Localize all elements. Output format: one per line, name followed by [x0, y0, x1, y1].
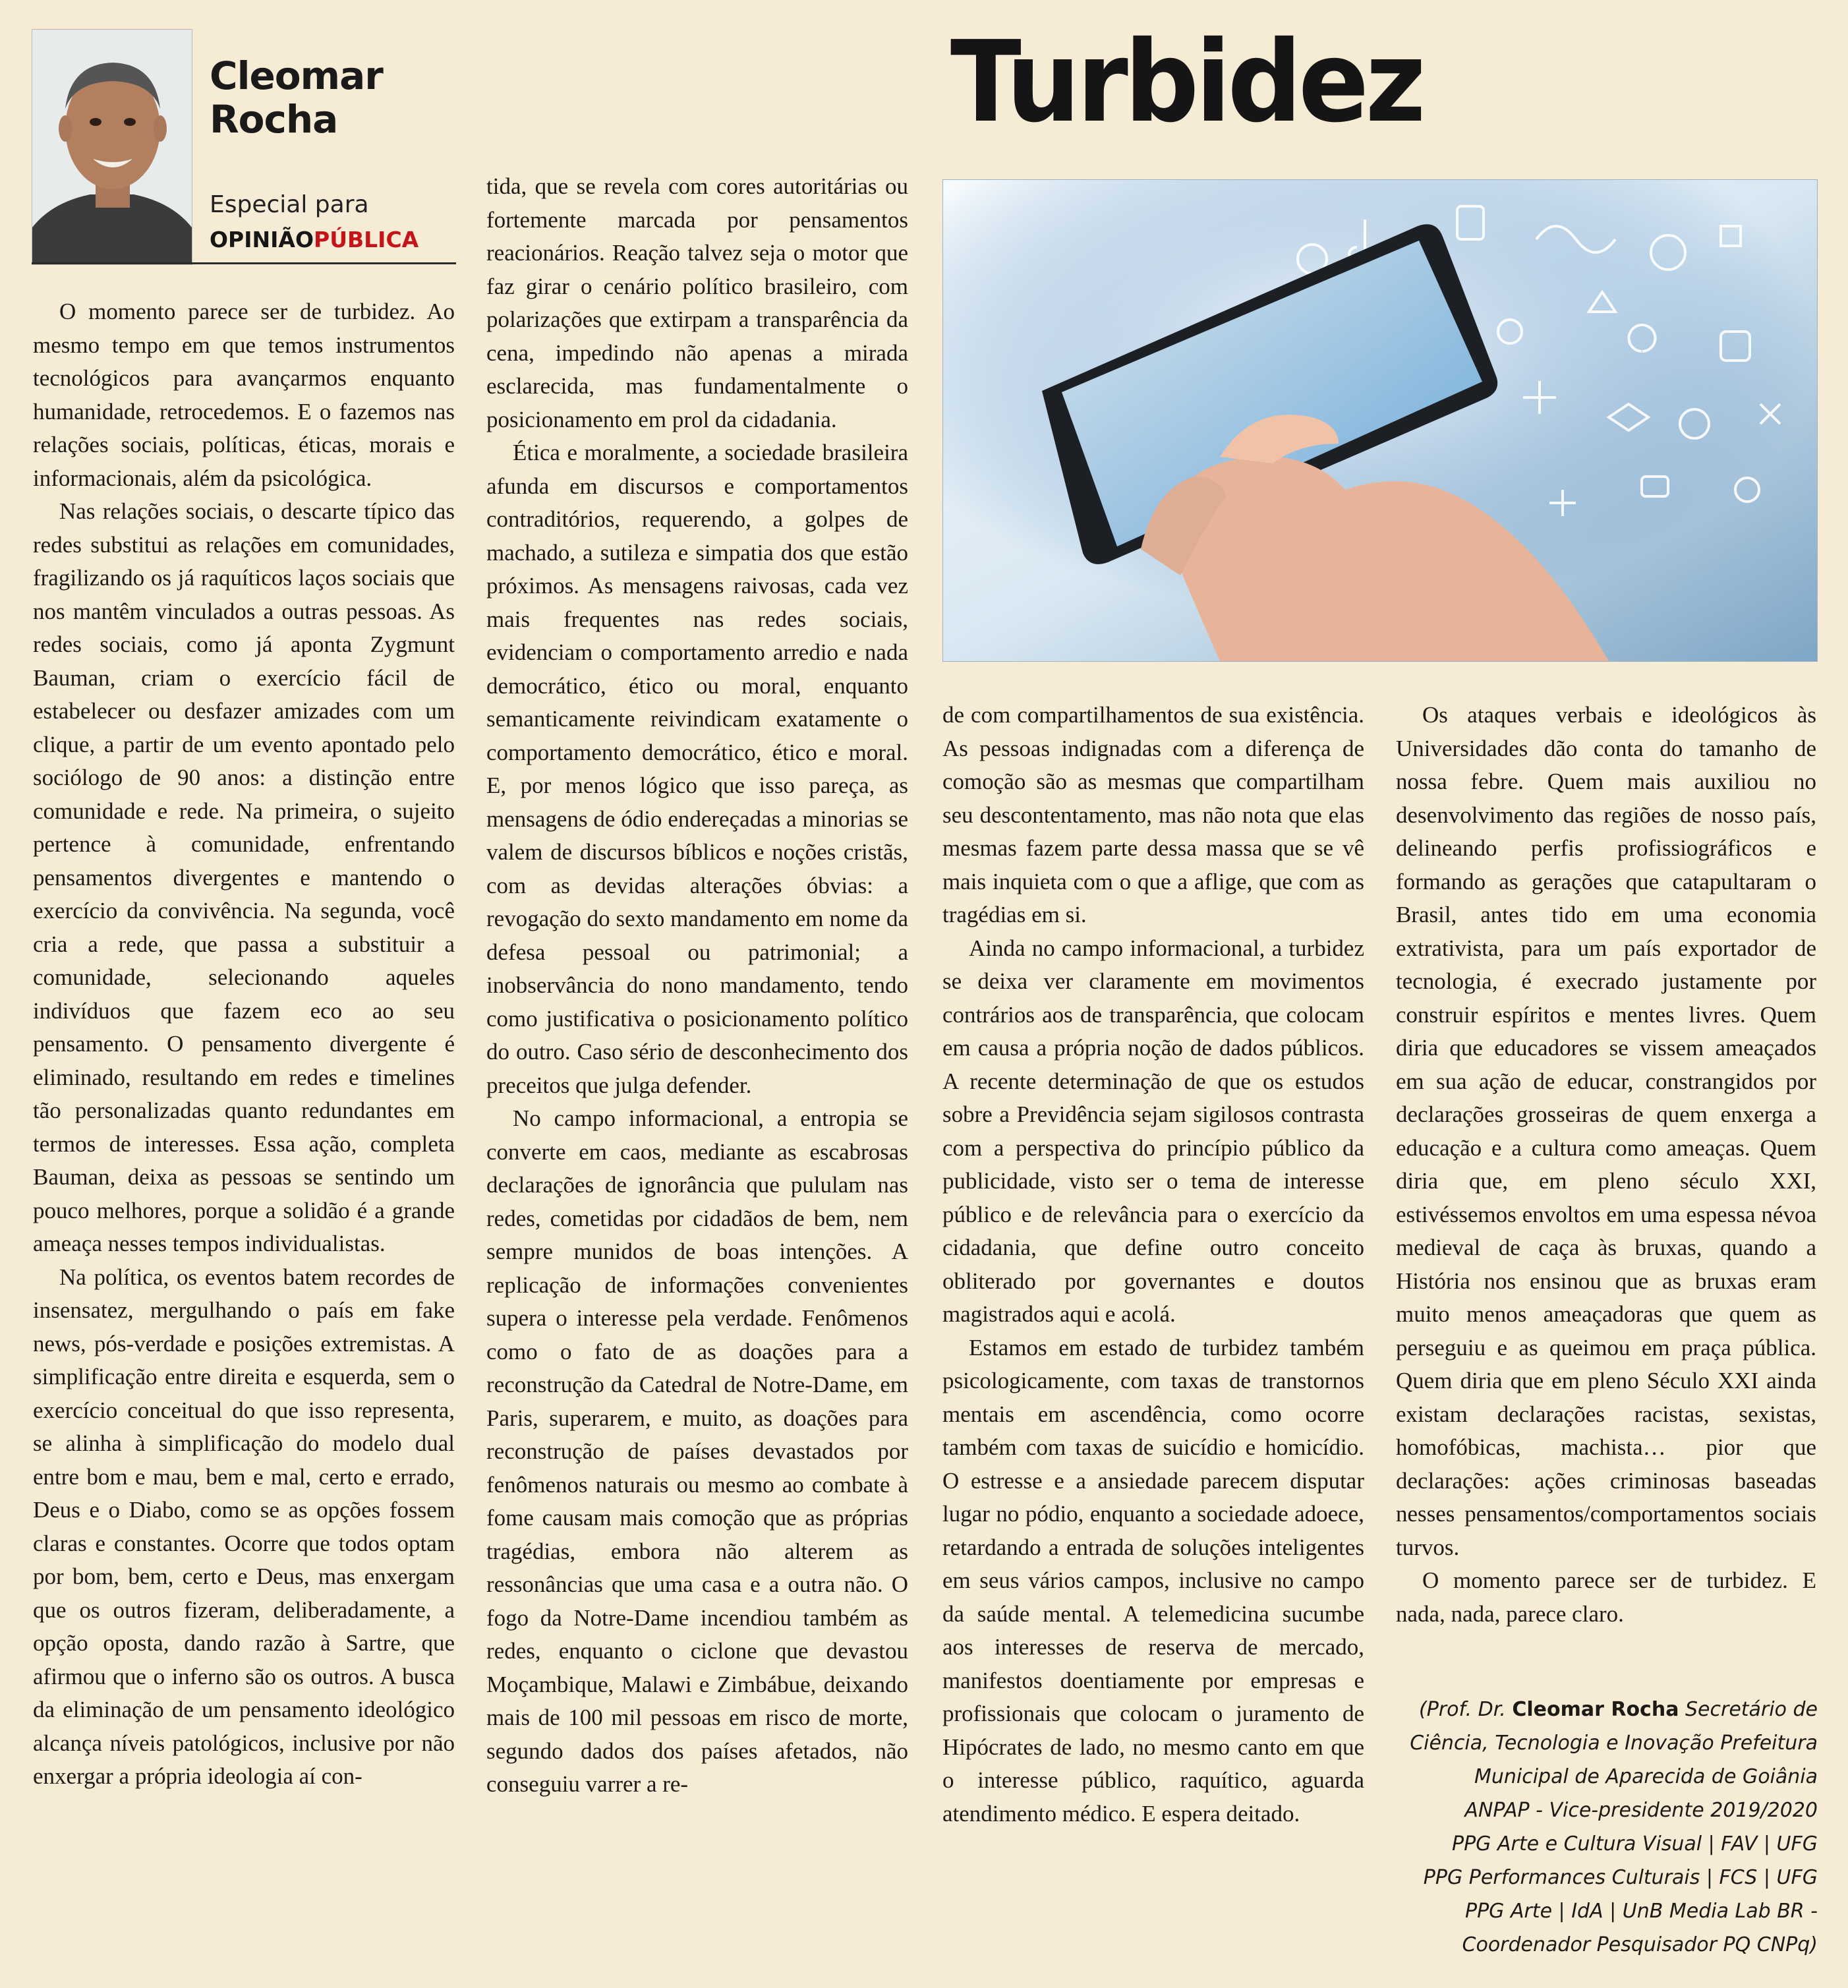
- author-first-name: Cleomar: [210, 53, 383, 98]
- article-column-1: [33, 295, 455, 1983]
- paragraph: Ética e moralmente, a sociedade brasileira afunda em discursos e comportamentos contraditórios, requerendo, a golpes de machado, a sutileza e simpatia dos que estão próximos. As mensagens raivosas, cada vez mais frequentes nas redes sociais, evidenciam o comportamento arredio e nada democrático, ético ou moral, enquanto semanticamente reivindicam exatamente o comportamento democrático, ético e moral. E, por menos lógico que isso pareça, as mensagens de ódio endereçadas a minorias se valem de discursos bíblicos e noções cristãs, com as devidas alterações óbvias: a revogação do sexto mandamento em nome da defesa pessoal ou patrimonial; a inobservância do nono mandamento, tendo como justificativa o posicionamento político do outro. Caso sério de desconhecimento dos preceitos que julga defender.: [486, 440, 908, 1098]
- article-photo: [942, 179, 1818, 662]
- smartphone-icon: [943, 180, 1817, 661]
- paragraph: de com compartilhamentos de sua existência. As pessoas indignadas com a diferença de comoção são as mesmas que compartilham seu descontentamento, mas não nota que elas mesmas fazem parte dessa massa que se vê mais inquieta com o que a aflige, que com as tragédias em si.: [942, 702, 1364, 927]
- paragraph: Na política, os eventos batem recordes de insensatez, mergulhando o país em fake news, pós-verdade e posições extremistas. A simplificação entre direita e esquerda, sem o exercício conceitual do que isso representa, se alinha à simplificação do modelo dual entre bom e mau, bem e mal, certo e errado, Deus e o Diabo, como se as opções fossem claras e constantes. Ocorre que todos optam por bom, bem, certo e Deus, mas enxergam que os outros fizeram, deliberadamente, a opção oposta, dando razão à Sartre, que afirmou que o inferno são os outros. A busca da eliminação de um pensamento ideológico alcança níveis patológicos, inclusive por não enxergar a própria ideologia aí con-: [33, 1264, 455, 1789]
- paragraph: Ainda no campo informacional, a turbidez se deixa ver claramente em movimentos contrários aos de transparência, que colocam em causa a própria noção de dados públicos. A recente determinação de que os estudos sobre a Previdência sejam sigilosos contrasta com a perspectiva do princípio público da publicidade, visto ser o tema de interesse público e de relevância para o exercício da cidadania, que define outro conceito obliterado por governantes e doutos magistrados aqui e acolá.: [942, 935, 1364, 1327]
- author-portrait: [32, 29, 192, 265]
- outlet-logo-part2: PÚBLICA: [314, 227, 419, 252]
- paragraph: No campo informacional, a entropia se converte em caos, mediante as escabrosas declarações de ignorância que pululam nas redes, cometidas por cidadãos de bem, nem sempre munidos de boas intenções. A replicação de informações convenientes supera o interesse pela verdade. Fenômenos como o fato de as doações para a reconstrução da Catedral de Notre-Dame, em Paris, superarem, e muito, as doações para reconstrução de países devastados por fenômenos naturais ou mesmo ao combate à fome causam mais comoção que as próprias tragédias, embora não alterem as ressonâncias que uma casa e a outra não. O fogo da Notre-Dame incendiou também as redes, enquanto o ciclone que devastou Moçambique, Malawi e Zimbábue, deixando mais de 100 mil pessoas em risco de morte, segundo dados dos países afetados, não conseguiu varrer a re-: [486, 1105, 908, 1797]
- credit-line: Coordenador Pesquisador PQ CNPq): [1462, 1933, 1818, 1956]
- article-column-3: [942, 699, 1364, 1983]
- outlet-logo: [210, 227, 419, 252]
- outlet-logo-part1: OPINIÃO: [210, 227, 314, 252]
- article-column-4: [1396, 699, 1816, 1687]
- paragraph: tida, que se revela com cores autoritárias ou fortemente marcada por pensamentos reacionários. Reação talvez seja o motor que faz girar o cenário político brasileiro, com polarizações que extirpam a transparência da cena, impedindo não apenas a mirada esclarecida, mas fundamentalmente o posicionamento em prol da cidadania.: [486, 173, 908, 432]
- credit-line: ANPAP - Vice-presidente 2019/2020: [1464, 1799, 1818, 1822]
- headline: Turbidez: [950, 17, 1423, 148]
- credit-name: Cleomar Rocha: [1512, 1698, 1679, 1721]
- article-column-2: [486, 170, 908, 1983]
- credit-line: PPG Arte | IdA | UnB Media Lab BR -: [1464, 1900, 1818, 1923]
- author-credit: [1389, 1693, 1818, 1962]
- credit-line: PPG Performances Culturais | FCS | UFG: [1423, 1866, 1818, 1889]
- special-label: Especial para: [210, 191, 369, 218]
- paragraph: O momento parece ser de turbidez. E nada, nada, parece claro.: [1396, 1567, 1816, 1627]
- credit-prefix: (Prof. Dr.: [1419, 1698, 1513, 1721]
- author-name: [210, 54, 460, 141]
- author-photo-icon: [32, 30, 192, 264]
- paragraph: O momento parece ser de turbidez. Ao mesmo tempo em que temos instrumentos tecnológicos para avançarmos enquanto humanidade, retrocedemos. E o fazemos nas relações sociais, políticas, éticas, morais e informacionais, além da psicológica.: [33, 299, 455, 491]
- paragraph: Nas relações sociais, o descarte típico das redes substitui as relações em comunidades, fragilizando os já raquíticos laços sociais que nos mantêm vinculados a outras pessoas. As redes sociais, como já aponta Zygmunt Bauman, criam o exercício fácil de estabelecer ou desfazer amizades com um clique, a partir de um evento apontado pelo sociólogo de 90 anos: a distinção entre comunidade e rede. Na primeira, o sujeito pertence à comunidade, enfrentando pensamentos divergentes e mantendo o exercício da convivência. Na segunda, você cria a rede, que passa a substituir a comunidade, selecionando aqueles indivíduos que fazem eco ao seu pensamento. O pensamento divergente é eliminado, resultando em redes e timelines tão personalizadas quanto redundantes em termos de interesses. Essa ação, completa Bauman, deixa as pessoas se sentindo um pouco melhores, porque a solidão é a grande ameaça nesses tempos individualistas.: [33, 498, 455, 1256]
- byline-divider: [32, 262, 456, 264]
- credit-line: PPG Arte e Cultura Visual | FAV | UFG: [1452, 1832, 1818, 1856]
- author-last-name: Rocha: [210, 97, 338, 142]
- credit-line: Secretário de Ciência, Tecnologia e Inovação Prefeitura Municipal de Aparecida de Goiânia: [1410, 1698, 1818, 1788]
- paragraph: Estamos em estado de turbidez também psicologicamente, com taxas de transtornos mentais em ascendência, como ocorre também com taxas de suicídio e homicídio. O estresse e a ansiedade parecem disputar lugar no pódio, enquanto a sociedade adoece, retardando a entrada de soluções inteligentes em seus vários campos, inclusive no campo da saúde mental. A telemedicina sucumbe aos interesses de reserva de mercado, manifestos doentiamente por empresas e profissionais que colocam o juramento de Hipócrates de lado, no mesmo canto em que o interesse público, raquítico, aguarda atendimento médico. E espera deitado.: [942, 1334, 1364, 1827]
- paragraph: Os ataques verbais e ideológicos às Universidades dão conta do tamanho de nossa febre. Quem mais auxiliou no desenvolvimento das regiões de nosso país, delineando perfis profissiográficos e formando as gerações que catapultaram o Brasil, antes tido em uma economia extrativista, para um país exportador de tecnologia, é execrado justamente por construir espíritos e mentes livres. Quem diria que educadores se vissem ameaçados em sua ação de educar, constrangidos por declarações grosseiras de quem enxerga a educação e a cultura como ameaças. Quem diria que, em pleno século XXI, estivéssemos envoltos em uma espessa névoa medieval de caça às bruxas, quando a História nos ensinou que as bruxas eram muito menos ameaçadoras que quem as perseguiu e as queimou em praça pública. Quem diria que em pleno Século XXI ainda existam declarações racistas, sexistas, homofóbicas, machista… pior que declarações: ações criminosas baseadas nesses pensamentos/comportamentos sociais turvos.: [1396, 702, 1816, 1560]
